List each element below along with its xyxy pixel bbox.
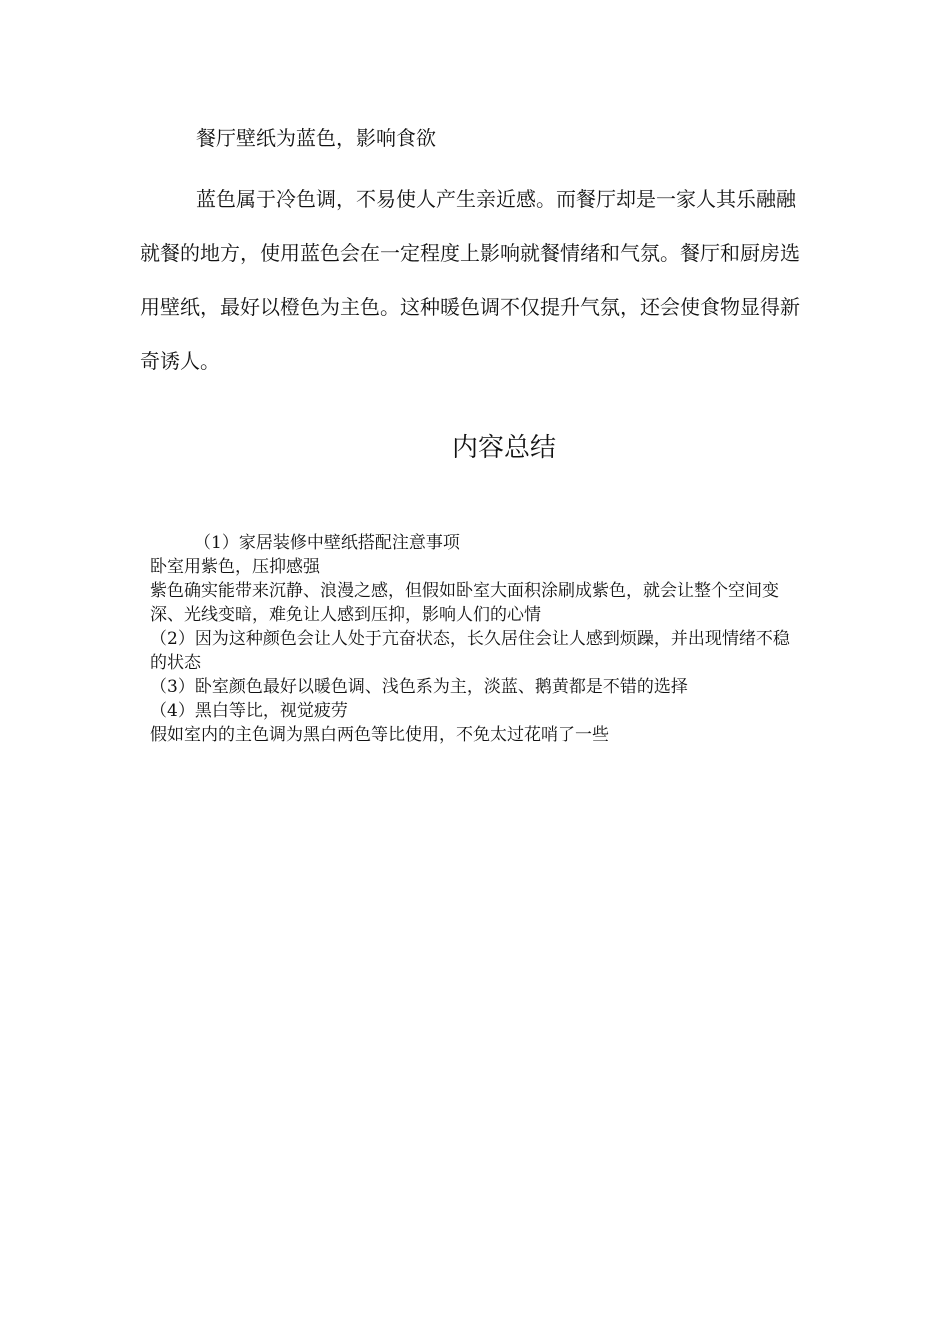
summary-line: （3）卧室颜色最好以暖色调、浅色系为主，淡蓝、鹅黄都是不错的选择 (150, 677, 688, 697)
summary-line: （1）家居装修中壁纸搭配注意事项 (194, 533, 460, 553)
summary-line: 假如室内的主色调为黑白两色等比使用，不免太过花哨了一些 (150, 725, 609, 745)
summary-block (150, 531, 800, 747)
top-section (140, 120, 805, 388)
summary-line: （4）黑白等比，视觉疲劳 (150, 701, 348, 721)
summary-line: 卧室用紫色，压抑感强 (150, 557, 320, 577)
summary-title: 内容总结 (451, 433, 556, 463)
section-heading: 餐厅壁纸为蓝色，影响食欲 (196, 126, 436, 150)
summary-line: 紫色确实能带来沉静、浪漫之感，但假如卧室大面积涂刷成紫色，就会让整个空间变深、光线变暗，难免让人感到压抑，影响人们的心情 (150, 581, 779, 625)
summary-line: （2）因为这种颜色会让人处于亢奋状态，长久居住会让人感到烦躁，并出现情绪不稳的状态 (150, 629, 790, 673)
body-paragraph: 蓝色属于冷色调，不易使人产生亲近感。而餐厅却是一家人其乐融融就餐的地方，使用蓝色会在一定程度上影响就餐情绪和气氛。餐厅和厨房选用壁纸，最好以橙色为主色。这种暖色调不仅提升气氛，还会使食物显得新奇诱人。 (140, 187, 800, 373)
